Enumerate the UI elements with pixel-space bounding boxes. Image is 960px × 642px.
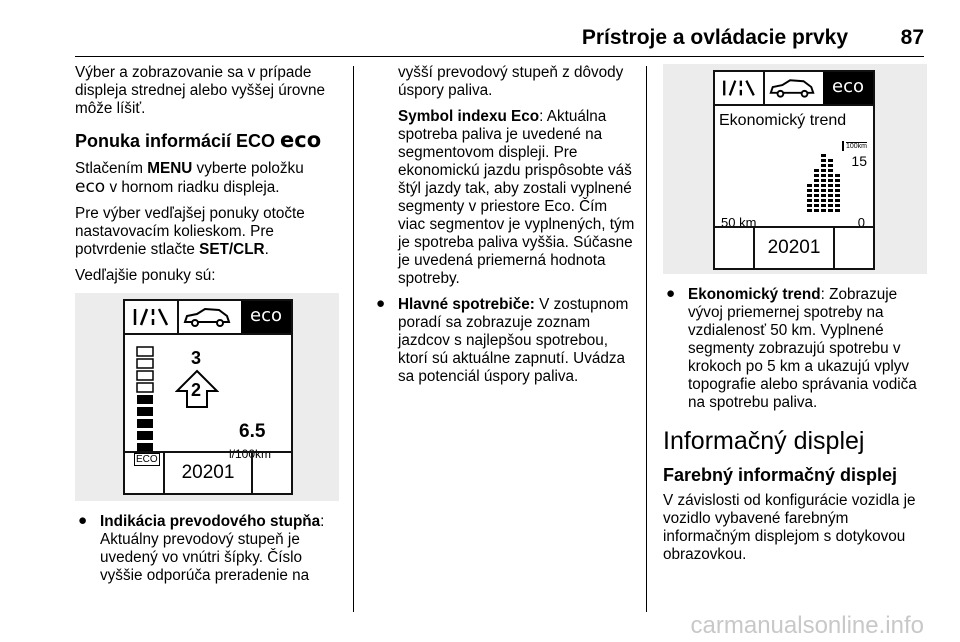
bullet-dot: ● bbox=[78, 512, 88, 529]
section-heading: Informačný displej bbox=[663, 427, 865, 455]
trend-distance: 50 km bbox=[721, 215, 757, 230]
bullet-item: ● Hlavné spotrebiče: V zostupnom poradí sa zobrazuje zoznam jazdcov s najlepšou spotrebou, ktorí sú aktuálne zapnutí. Uvádza sa potenciál úspory paliva. bbox=[376, 295, 629, 385]
header-rule bbox=[75, 56, 924, 57]
consumption-unit: l/100km bbox=[229, 447, 272, 461]
consumption-value: 6.5 bbox=[239, 421, 266, 442]
trend-bar-chart bbox=[807, 140, 867, 220]
section-heading-eco: Ponuka informácií ECO eco bbox=[75, 128, 322, 152]
trend-title: Ekonomický trend bbox=[719, 112, 847, 129]
paragraph: Vedľajšie ponuky sú: bbox=[75, 267, 216, 284]
bullet-dot: ● bbox=[376, 295, 386, 312]
paragraph: V závislosti od konfigurácie vozidla je vozidlo vybavené farebným informačným displejom s dotykovou obrazovkou. bbox=[663, 492, 916, 563]
road-signs-icon bbox=[715, 72, 765, 104]
column-divider bbox=[646, 66, 647, 612]
paragraph: Pre výber vedľajšej ponuky otočte nastavovacím kolieskom. Pre potvrdenie stlačte SET/CLR. bbox=[75, 205, 305, 258]
eco-label: ECO bbox=[136, 454, 158, 465]
paragraph: Výber a zobrazovanie sa v prípade displeja strednej alebo vyššej úrovne môže líšiť. bbox=[75, 64, 325, 117]
page-header-title: Prístroje a ovládacie prvky bbox=[581, 26, 848, 49]
odometer-value: 20201 bbox=[767, 237, 821, 258]
gear-current: 2 bbox=[191, 380, 202, 400]
eco-tab: eco bbox=[241, 301, 291, 333]
gear-recommended: 3 bbox=[191, 348, 202, 368]
paragraph: Symbol indexu Eco: Aktuálna spotreba paliva je uvedené na segmentovom displeji. Pre ekonomickú jazdu prispôsobte váš štýl jazdy tak, aby zostali vyplnené segmenty v priestore Eco. Čím viac segmentov je vyplnených, tým je spotreba paliva vyššia. Súčasne je uvedená priemerná hodnota spotreby. bbox=[398, 108, 635, 287]
bullet-dot: ● bbox=[666, 285, 676, 302]
trend-zero: 0 bbox=[857, 215, 865, 230]
eco-segment-bar bbox=[133, 345, 163, 465]
eco-glyph: eco bbox=[280, 128, 322, 152]
column-2 bbox=[373, 64, 638, 394]
eco-trend-display-image bbox=[663, 64, 927, 274]
trend-unit: 100km bbox=[845, 143, 867, 150]
odometer-row bbox=[715, 226, 873, 268]
column-divider bbox=[353, 66, 354, 612]
odometer-value: 20201 bbox=[181, 462, 235, 483]
trend-max: 15 bbox=[851, 153, 867, 169]
paragraph: Stlačením MENU vyberte položku eco v hornom riadku displeja. bbox=[75, 160, 304, 197]
subsection-heading: Farebný informačný displej bbox=[663, 465, 898, 485]
car-icon bbox=[765, 72, 819, 104]
gear-indicator-display-image bbox=[75, 293, 339, 501]
watermark: carmanualsonline.info bbox=[690, 612, 924, 639]
car-icon bbox=[179, 301, 235, 333]
bullet-item: ● Indikácia prevodového stupňa: Aktuálny prevodový stupeň je uvedený vo vnútri šípky. Číslo vyššie odporúča preradenie na bbox=[78, 512, 325, 584]
bullet-item: ● Ekonomický trend: Zobrazuje vývoj priemernej spotreby na vzdialenosť 50 km. Vyplnené segmenty zobrazujú spotrebu v krokoch po 5 km a ukazujú vplyv topografie alebo správania vodiča na spotrebu paliva. bbox=[666, 285, 917, 411]
page-number: 87 bbox=[900, 26, 924, 49]
column-3 bbox=[663, 64, 931, 572]
column-1 bbox=[75, 64, 347, 593]
odometer-row bbox=[125, 451, 291, 493]
eco-tab: eco bbox=[823, 72, 873, 104]
road-signs-icon bbox=[125, 301, 179, 333]
eco-glyph: eco bbox=[75, 177, 106, 197]
paragraph: vyšší prevodový stupeň z dôvody úspory paliva. bbox=[398, 64, 624, 99]
